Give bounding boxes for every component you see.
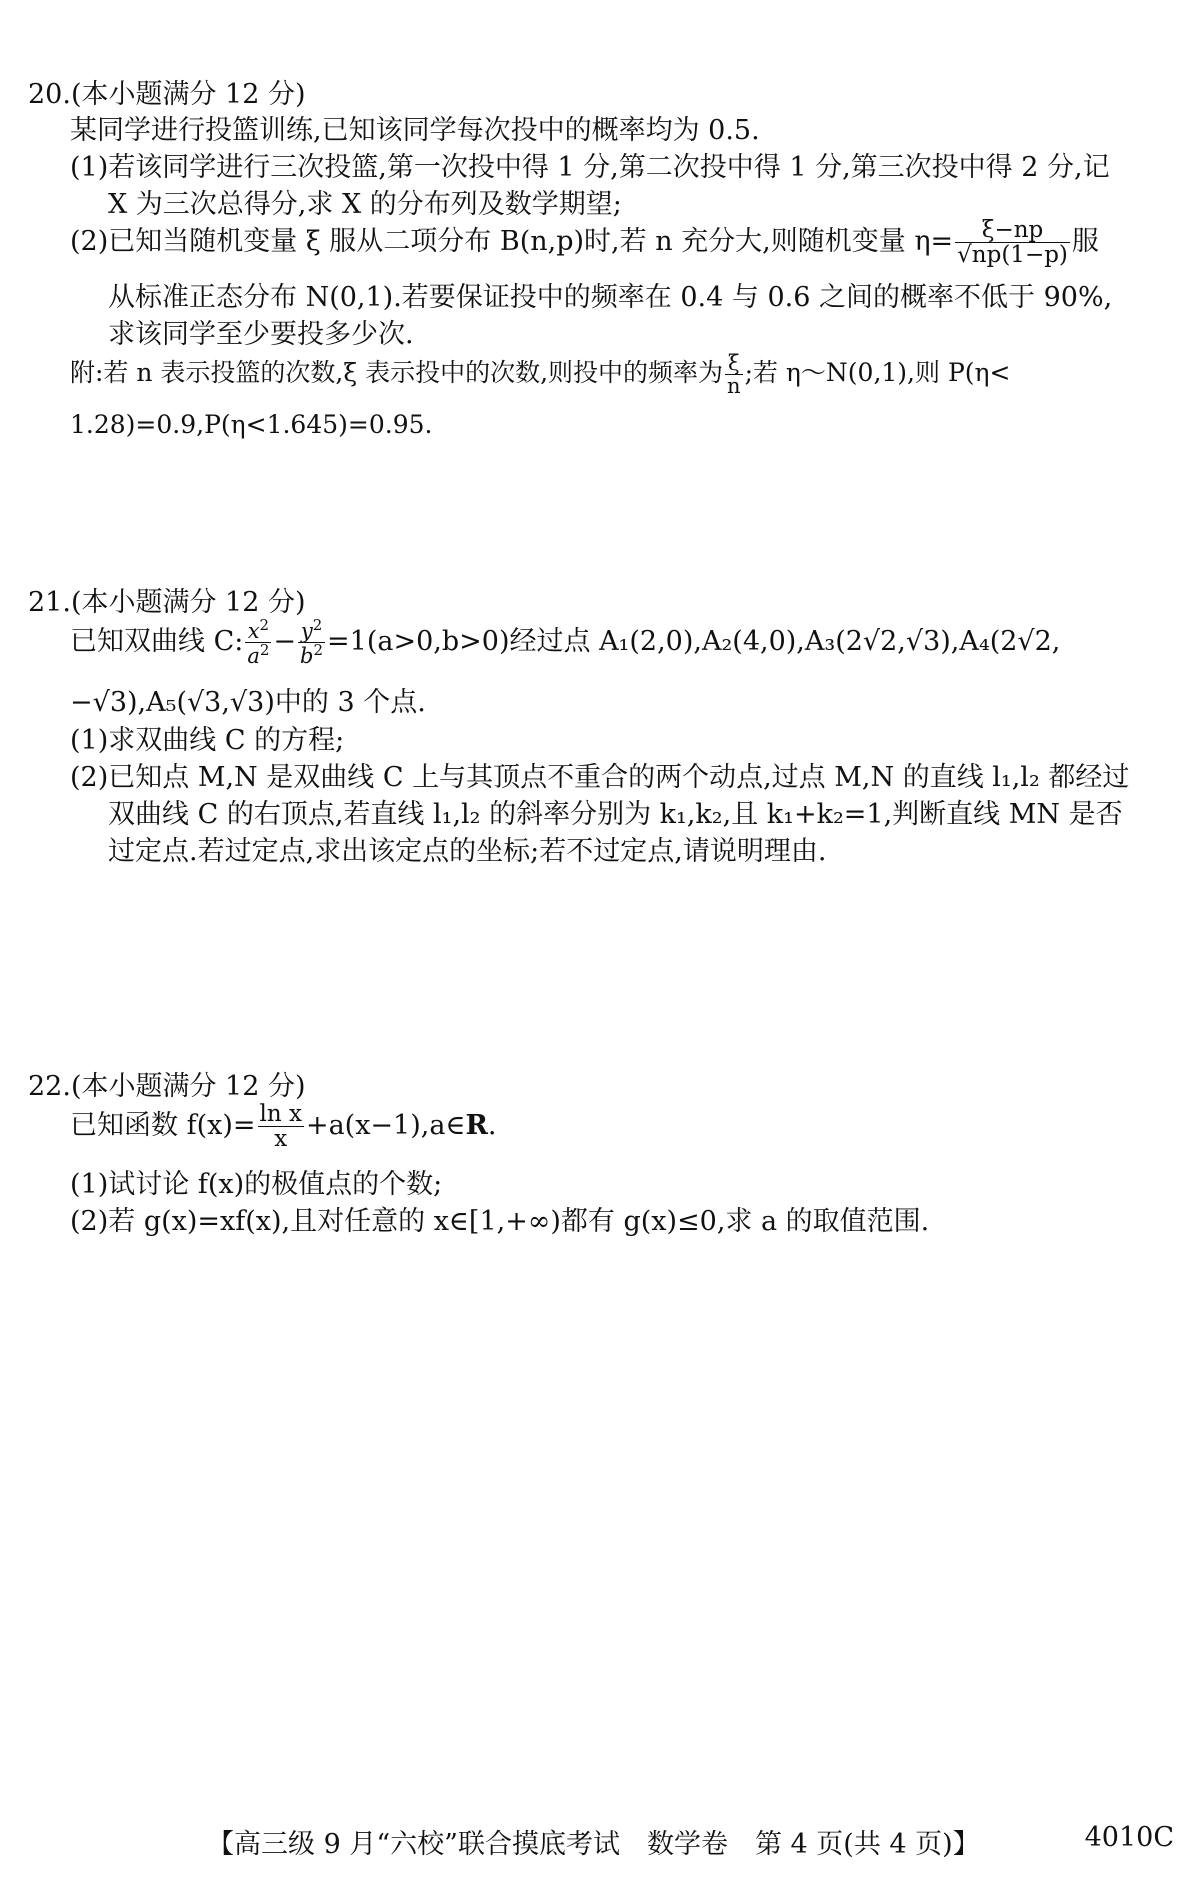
paper-code: 4010C [1084,1822,1174,1853]
q21-heading: 21.(本小题满分 12 分) [28,587,306,618]
frequency-numerator: ξ [728,351,740,375]
q21-line2: −√3),A₅(√3,√3)中的 3 个点. [70,687,426,718]
page-footer: 【高三级 9 月“六校”联合摸底考试 数学卷 第 4 页(共 4 页)】 [207,1829,980,1860]
y2-over-b2: $\frac{y^2}{b^2}$ [300,616,324,669]
q20-part1-line2: X 为三次总得分,求 X 的分布列及数学期望; [108,189,622,220]
q20-part2-line3: 求该同学至少要投多少次. [108,319,414,350]
x2-over-a2: $\frac{x^2}{a^2}$ [247,616,270,669]
eta-numerator: ξ−np [981,217,1044,243]
q20-note-pre: 附:若 n 表示投篮的次数,ξ 表示投中的次数,则投中的频率为 [70,358,724,388]
q20-part2-line1 [70,218,1099,267]
lnx-over-x [258,1102,304,1151]
q20-part2-post: 服 [1071,226,1099,258]
q20-part2-pre: (2)已知当随机变量 ξ 服从二项分布 B(n,p)时,若 n 充分大,则随机变量 η= [70,226,954,258]
q21-line1-post: =1(a>0,b>0)经过点 A₁(2,0),A₂(4,0),A₃(2√2,√3),A₄(2√2, [327,626,1061,658]
eta-denominator: √np(1−p) [957,242,1068,269]
q22-line1-end: . [487,1110,497,1142]
q21-line1-pre: 已知双曲线 C: [70,626,244,658]
q21-part2-line3: 过定点.若过定点,求出该定点的坐标;若不过定点,请说明理由. [108,836,827,867]
q21-part2-line1: (2)已知点 M,N 是双曲线 C 上与其顶点不重合的两个动点,过点 M,N 的直线 l₁,l₂ 都经过 [70,762,1130,793]
q21-part1: (1)求双曲线 C 的方程; [70,725,345,756]
lnx-numerator: ln x [259,1101,302,1127]
real-numbers-symbol: R [465,1110,488,1142]
q22-heading: 22.(本小题满分 12 分) [28,1071,306,1102]
q20-note-line1 [70,352,1010,397]
q22-part2: (2)若 g(x)=xf(x),且对任意的 x∈[1,+∞)都有 g(x)≤0,求 a 的取值范围. [70,1206,930,1237]
q20-part2-line2: 从标准正态分布 N(0,1).若要保证投中的频率在 0.4 与 0.6 之间的概率不低于 90%, [108,282,1113,313]
q20-intro: 某同学进行投篮训练,已知该同学每次投中的概率均为 0.5. [70,115,760,146]
lnx-denominator: x [258,1126,304,1151]
q20-note-line2: 1.28)=0.9,P(η<1.645)=0.95. [70,410,433,439]
frequency-fraction [725,352,743,397]
q22-line1 [70,1102,496,1151]
q22-line1-post: +a(x−1),a∈ [305,1110,466,1142]
eta-fraction [955,218,1070,267]
q21-part2-line2: 双曲线 C 的右顶点,若直线 l₁,l₂ 的斜率分别为 k₁,k₂,且 k₁+k₂=1,判断直线 MN 是否 [108,799,1123,830]
q22-part1: (1)试讨论 f(x)的极值点的个数; [70,1169,443,1200]
q21-line1: 已知双曲线 C: $\frac{x^2}{a^2}$ − $\frac{y^2}{b^2}$ =1(a>0,b>0)经过点 A₁(2,0),A₂(4,0),A₃(2√2,√3),A₄(2√2, [70,616,1061,669]
q20-note-post: ;若 η～N(0,1),则 P(η< [744,358,1011,388]
q22-line1-pre: 已知函数 f(x)= [70,1110,256,1142]
q20-part1-line1: (1)若该同学进行三次投篮,第一次投中得 1 分,第二次投中得 1 分,第三次投中得 2 分,记 [70,152,1110,183]
frequency-denominator: n [727,374,741,399]
q20-heading: 20.(本小题满分 12 分) [28,79,306,110]
